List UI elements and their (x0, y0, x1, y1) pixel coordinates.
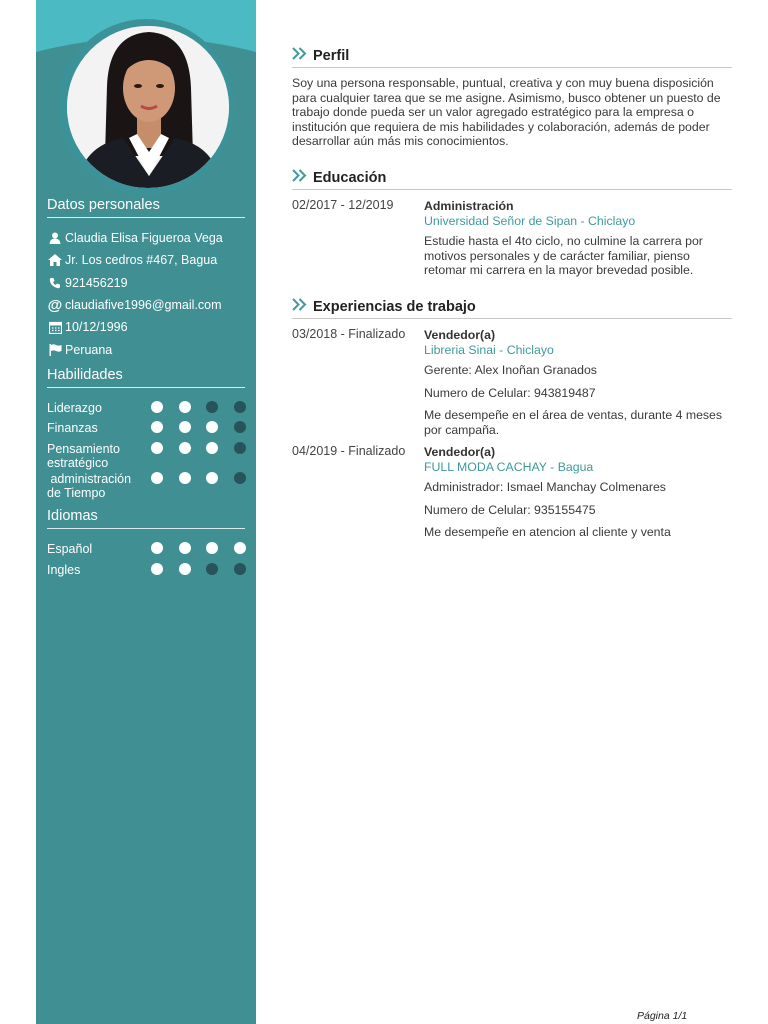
skill-row: Liderazgo (47, 401, 245, 415)
double-chevron-right-icon (292, 169, 307, 187)
rating-dot-empty (234, 401, 246, 413)
education-date: 02/2017 - 12/2019 (292, 198, 394, 212)
calendar-icon (47, 320, 63, 334)
language-row: Español (47, 542, 245, 556)
languages-title: Idiomas (47, 508, 245, 529)
skills-section (47, 367, 245, 507)
at-icon: @ (47, 296, 63, 314)
personal-address: Jr. Los cedros #467, Bagua (47, 249, 245, 271)
rating-dot-filled (206, 542, 218, 554)
rating-dot-filled (151, 401, 163, 413)
experience-entry (424, 328, 732, 437)
rating-dot-filled (179, 472, 191, 484)
experience-role: Vendedor(a) (424, 445, 496, 459)
rating-dot-filled (151, 421, 163, 433)
education-section-header (292, 167, 732, 190)
profile-text: Soy una persona responsable, puntual, creativa y con muy buena disposición para cualquier tarea que se me asigne. Asimismo, busco obtener un puesto de trabajo donde pueda ser un valor agregado estratégico para la empresa o institución que requiera de mis habilidades y colaboración, además de poder desarrollar aún más mis conocimientos. (292, 76, 721, 148)
experience-line: Me desempeñe en atencion al cliente y venta (424, 525, 671, 539)
rating-dot-filled (179, 401, 191, 413)
rating-dot-empty (206, 563, 218, 575)
experience-line: Administrador: Ismael Manchay Colmenares (424, 480, 666, 494)
education-title: Educación (313, 170, 387, 186)
experience-entry (424, 445, 732, 540)
languages-section (47, 508, 245, 588)
experience-company: FULL MODA CACHAY - Bagua (424, 459, 594, 474)
double-chevron-right-icon (292, 298, 307, 316)
rating-dot-filled (151, 563, 163, 575)
experience-line: Numero de Celular: 943819487 (424, 385, 596, 400)
page-number: Página 1/1 (637, 1010, 688, 1022)
rating-dot-filled (234, 542, 246, 554)
personal-phone: 921456219 (47, 272, 245, 294)
rating-dot-filled (206, 442, 218, 454)
skill-level (151, 421, 256, 433)
language-row: Ingles (47, 563, 245, 577)
experience-line: Gerente: Alex Inoñan Granados (424, 363, 597, 377)
experience-line: Numero de Celular: 935155475 (424, 502, 596, 517)
personal-data-list (47, 227, 245, 361)
experience-line: Me desempeñe en el área de ventas, durante 4 meses por campaña. (424, 408, 723, 437)
education-description: Estudie hasta el 4to ciclo, no culmine la carrera por motivos personales y de carácter familiar, pienso retomar mi carrera en la mayor brevedad posible. (424, 234, 703, 277)
phone-icon (47, 276, 63, 290)
personal-nationality: Peruana (47, 338, 245, 360)
skill-row: administración de Tiempo (47, 472, 245, 500)
experience-title: Experiencias de trabajo (313, 299, 476, 315)
profile-photo (67, 26, 229, 188)
user-icon (47, 231, 63, 245)
rating-dot-filled (151, 472, 163, 484)
language-level (151, 542, 256, 554)
rating-dot-filled (206, 472, 218, 484)
rating-dot-empty (234, 442, 246, 454)
language-level (151, 563, 256, 575)
personal-data-title: Datos personales (47, 197, 245, 218)
rating-dot-empty (234, 563, 246, 575)
rating-dot-filled (179, 421, 191, 433)
skill-level (151, 472, 256, 484)
skill-level (151, 401, 256, 413)
experience-section-header (292, 296, 732, 319)
experience-company: Libreria Sinai - Chiclayo (424, 342, 554, 357)
skill-row: Finanzas (47, 421, 245, 435)
personal-name: Claudia Elisa Figueroa Vega (47, 227, 245, 249)
experience-date: 04/2019 - Finalizado (292, 444, 406, 458)
rating-dot-filled (206, 421, 218, 433)
personal-data-section (47, 197, 245, 361)
rating-dot-empty (234, 421, 246, 433)
rating-dot-filled (179, 542, 191, 554)
rating-dot-filled (179, 563, 191, 575)
education-degree: Administración (424, 199, 514, 213)
home-icon (47, 253, 63, 267)
skill-row: Pensamiento estratégico (47, 442, 245, 470)
experience-role: Vendedor(a) (424, 328, 496, 342)
rating-dot-filled (151, 442, 163, 454)
profile-title: Perfil (313, 48, 350, 64)
education-entry (424, 199, 732, 278)
personal-birthdate: 10/12/1996 (47, 316, 245, 338)
rating-dot-empty (234, 472, 246, 484)
sidebar (36, 0, 256, 1024)
skill-level (151, 442, 256, 454)
experience-date: 03/2018 - Finalizado (292, 327, 406, 341)
skills-title: Habilidades (47, 367, 245, 388)
rating-dot-filled (151, 542, 163, 554)
profile-section-header (292, 45, 732, 68)
personal-email: @ claudiafive1996@gmail.com (47, 296, 222, 314)
rating-dot-filled (179, 442, 191, 454)
profile-photo-frame (58, 19, 234, 195)
double-chevron-right-icon (292, 47, 307, 65)
rating-dot-empty (206, 401, 218, 413)
flag-icon (47, 343, 63, 357)
education-institution: Universidad Señor de Sipan - Chiclayo (424, 213, 636, 228)
